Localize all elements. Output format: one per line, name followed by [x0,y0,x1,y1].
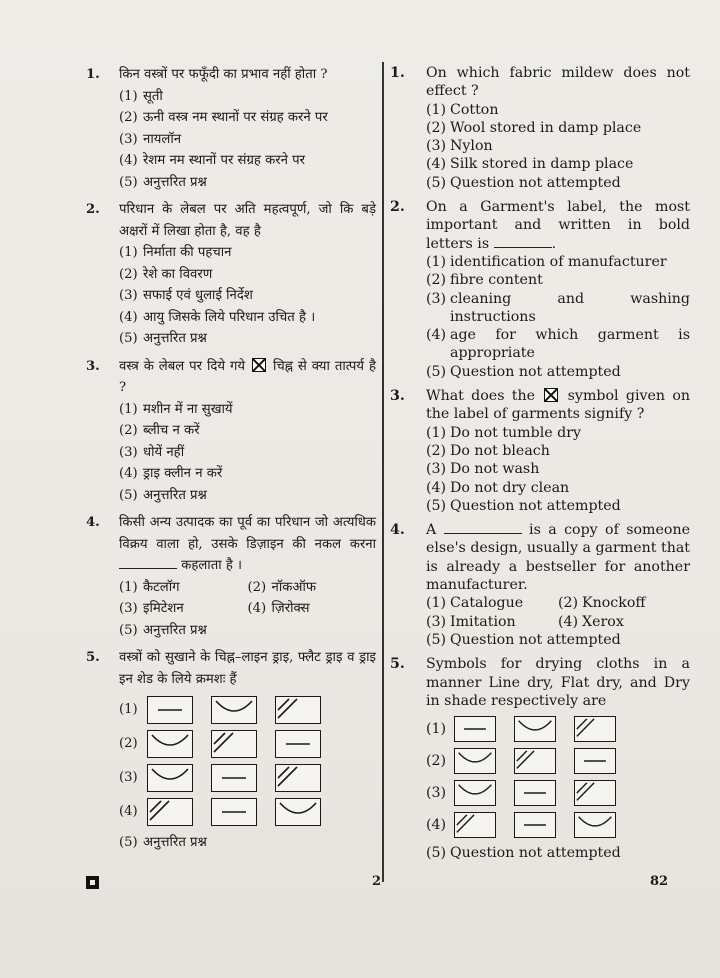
option-label: (4) [247,601,267,616]
option-row [119,420,376,442]
option-label: (2) [119,110,138,125]
hi-question-5 [86,647,376,854]
option-row [426,119,690,137]
option-text: ड्राइ क्लीन न करें [143,466,223,481]
question-text [426,387,690,424]
option-text: Question not attempted [450,845,621,862]
dry-in-shade-icon [454,812,496,838]
option-label: (2) [119,423,138,438]
flat-dry-icon [211,798,257,826]
option-label: (2) [426,119,447,136]
line-dry-icon [275,798,321,826]
flat-dry-icon [147,696,193,724]
question-text-part: What does the [426,388,536,405]
option-label: (5) [119,487,138,503]
option-label: (1) [119,579,138,595]
question-number: 1. [390,65,405,81]
symbol-option-row [119,730,376,758]
option-row [426,424,690,442]
option-text: सफाई एवं धुलाई निर्देश [143,288,253,303]
option-text: cleaning and washing instructions [450,290,690,325]
option-label: (4) [558,613,579,630]
option-row [426,155,690,173]
dry-in-shade-icon [211,730,257,758]
option-row [119,328,376,350]
dry-in-shade-icon [514,748,556,774]
option-label: (1) [426,253,447,270]
question-number: 5. [390,656,405,673]
line-dry-icon [514,716,556,742]
option-label: (3) [119,601,138,616]
question-number: 1. [86,67,100,82]
option-label: (2) [426,442,447,459]
question-number: 3. [86,358,100,374]
hi-question-4 [86,512,376,641]
question-number: 3. [390,388,405,405]
option-label: (3) [426,784,447,801]
option-text: अनुत्तरित प्रश्न [143,487,207,503]
option-label: (3) [119,131,138,147]
question-text: वस्त्रों को सुखाने के चिह्न–लाइन ड्राइ, फ्लैट ड्राइ व ड्राइ इन शेड के लिये क्रमशः हैं [119,650,376,687]
answer-blank [444,521,522,534]
line-dry-icon [574,812,616,838]
option-label: (1) [119,245,138,260]
option-label: (1) [119,702,138,718]
question-number: 4. [390,522,405,539]
option-label: (4) [426,156,447,173]
hi-question-3 [86,356,376,507]
question-text [119,356,376,399]
line-dry-icon [147,730,193,758]
option-label: (5) [426,845,447,862]
question-text [426,521,690,594]
option-text: Knockoff [582,595,646,612]
flat-dry-icon [211,764,257,792]
option-row [426,442,690,460]
do-not-dry-clean-icon [252,358,266,372]
option-label: (5) [426,497,447,514]
flat-dry-icon [514,780,556,806]
symbol-option-row [119,696,376,724]
symbol-option-row [426,716,690,742]
option-label: (1) [426,720,447,737]
en-question-3 [390,387,690,515]
option-label: (5) [119,331,138,346]
option-text: ब्लीच न करें [143,423,200,438]
option-label: (5) [426,631,447,648]
option-text: रेशे का विवरण [143,266,213,282]
option-row [119,485,376,507]
option-row [119,242,376,264]
do-not-dry-clean-icon [544,388,558,402]
option-row [426,253,690,271]
line-dry-icon [454,748,496,774]
page-number-center: 2 [372,874,382,889]
question-text-part: कहलाता है । [181,558,243,573]
option-text: अनुत्तरित प्रश्न [143,174,207,190]
option-row [426,137,690,155]
option-pair [426,613,690,631]
question-text-part: वस्त्र के लेबल पर दिये गये [119,358,246,374]
option-text: Xerox [582,613,624,630]
option-text: Question not attempted [450,497,621,514]
option-label: (2) [426,272,447,289]
option-text: Do not bleach [450,442,550,459]
option-label: (1) [426,101,447,118]
question-text [119,512,376,577]
option-text: कैटलॉग [143,579,180,595]
option-text: सूती [143,88,163,104]
flat-dry-icon [514,812,556,838]
option-label: (4) [426,327,447,344]
option-label: (4) [426,816,447,833]
question-text-part: चिह्न से क्या तात्पर्य है ? [119,358,377,395]
question-text-part: किसी अन्य उत्पादक का पूर्व का परिधान जो अत्यधिक विक्रय वाला हो, उसके डिज़ाइन की नकल करना [119,515,376,552]
option-text: Nylon [450,138,493,155]
option-row [119,463,376,485]
question-text: परिधान के लेबल पर अति महत्वपूर्ण, जो कि बड़े अक्षरों में लिखा होता है, वह है [119,202,376,239]
en-question-5 [390,655,690,862]
option-label: (1) [119,88,138,104]
symbol-option-row [119,798,376,826]
question-text-part: A [426,522,437,539]
question-text-part: On a Garment's label, the most important and written in bold letters is [426,199,690,252]
option-row [426,326,690,363]
option-text: Question not attempted [450,631,621,648]
option-text: अनुत्तरित प्रश्न [143,622,207,638]
dry-in-shade-icon [574,716,616,742]
question-number: 2. [86,202,100,217]
question-text-part: . [551,235,557,252]
option-text: मशीन में ना सुखायें [143,401,233,417]
line-dry-icon [454,780,496,806]
symbol-option-row [426,812,690,838]
option-row [426,271,690,289]
question-number: 5. [86,650,100,665]
option-row [426,363,690,381]
dry-in-shade-icon [574,780,616,806]
english-column [390,64,690,868]
option-label: (4) [119,153,138,168]
option-label: (3) [426,461,447,478]
option-text: Do not wash [450,461,540,478]
option-text: identification of manufacturer [450,253,667,270]
page-number-right: 82 [650,874,669,889]
hi-question-2 [86,199,376,350]
option-text: Do not dry clean [450,479,570,496]
option-label: (1) [426,595,447,612]
option-text: रेशम नम स्थानों पर संग्रह करने पर [143,153,306,168]
option-row [119,172,376,194]
option-row [119,285,376,307]
question-text-part: is a copy of someone else's design, usually a garment that is already a bestseller for another manufacturer. [426,522,690,594]
dry-in-shade-icon [147,798,193,826]
hi-question-1 [86,64,376,193]
option-label: (2) [119,266,138,282]
en-question-4 [390,521,690,649]
option-row [426,290,690,327]
option-text: Question not attempted [450,174,621,191]
line-dry-icon [147,764,193,792]
option-text: Silk stored in damp place [450,156,634,173]
hindi-column [86,64,376,860]
option-row [119,399,376,421]
option-pair [426,594,690,612]
question-text-part: symbol given on the label of garments signify ? [426,388,691,423]
option-row [119,86,376,108]
option-label: (4) [119,309,138,325]
option-label: (4) [426,479,447,496]
column-divider [382,62,384,882]
option-label: (3) [119,288,138,303]
option-text: अनुत्तरित प्रश्न [143,331,207,346]
option-text: नॉकऑफ [271,579,317,595]
symbol-option-row [119,764,376,792]
answer-blank [119,556,177,569]
symbol-option-row [426,780,690,806]
option-text: आयु जिसके लिये परिधान उचित है । [143,309,316,325]
symbol-option-row [426,748,690,774]
option-row [119,129,376,151]
answer-blank [494,235,552,248]
option-row [426,101,690,119]
option-row [426,174,690,192]
option-label: (2) [247,579,267,595]
option-label: (3) [426,290,447,307]
flat-dry-icon [275,730,321,758]
option-row [119,307,376,329]
option-text: धोयें नहीं [143,444,185,460]
option-row [426,479,690,497]
question-text: Symbols for drying cloths in a manner Line dry, Flat dry, and Dry in shade respectively are [426,656,690,709]
option-label: (4) [119,804,138,820]
question-number: 4. [86,515,100,530]
option-label: (5) [119,835,138,850]
flat-dry-icon [574,748,616,774]
option-label: (3) [426,138,447,155]
option-row [119,107,376,129]
option-text: इमिटेशन [143,601,184,616]
dry-in-shade-icon [275,764,321,792]
option-pair [119,577,376,599]
option-text: Do not tumble dry [450,424,582,441]
option-label: (1) [119,401,138,417]
option-text: नायलॉन [143,131,182,147]
dry-in-shade-icon [275,696,321,724]
option-text: age for which garment is appropriate [450,327,690,362]
option-text: निर्माता की पहचान [143,245,232,260]
option-text: Cotton [450,101,499,118]
question-text: On which fabric mildew does not effect ? [426,65,690,100]
option-text: अनुत्तरित प्रश्न [143,835,207,850]
option-row [426,497,690,515]
option-row [119,442,376,464]
option-text: Question not attempted [450,363,621,380]
option-label: (1) [426,424,447,441]
option-label: (3) [119,770,138,786]
flat-dry-icon [454,716,496,742]
option-label: (2) [558,595,579,612]
option-label: (5) [426,174,447,191]
option-text: Wool stored in damp place [450,119,642,136]
option-text: ऊनी वस्त्र नम स्थानों पर संग्रह करने पर [143,110,328,125]
option-text: ज़िरोक्स [271,601,310,616]
option-label: (4) [119,466,138,481]
option-label: (2) [426,752,447,769]
option-label: (5) [426,363,447,380]
en-question-2 [390,198,690,381]
option-text: Imitation [450,613,516,630]
option-text: fibre content [450,272,543,289]
option-label: (3) [426,613,447,630]
footer-square-icon [86,876,99,889]
line-dry-icon [211,696,257,724]
option-label: (2) [119,736,138,752]
question-text: किन वस्त्रों पर फफूँदी का प्रभाव नहीं होता ? [119,67,328,82]
option-label: (5) [119,174,138,190]
option-label: (5) [119,622,138,638]
question-text [426,198,690,253]
option-pair [119,598,376,620]
en-question-1 [390,64,690,192]
question-number: 2. [390,199,405,216]
option-row [119,264,376,286]
option-row [119,150,376,172]
option-text: Catalogue [450,595,524,612]
option-row [426,460,690,478]
option-label: (3) [119,444,138,460]
